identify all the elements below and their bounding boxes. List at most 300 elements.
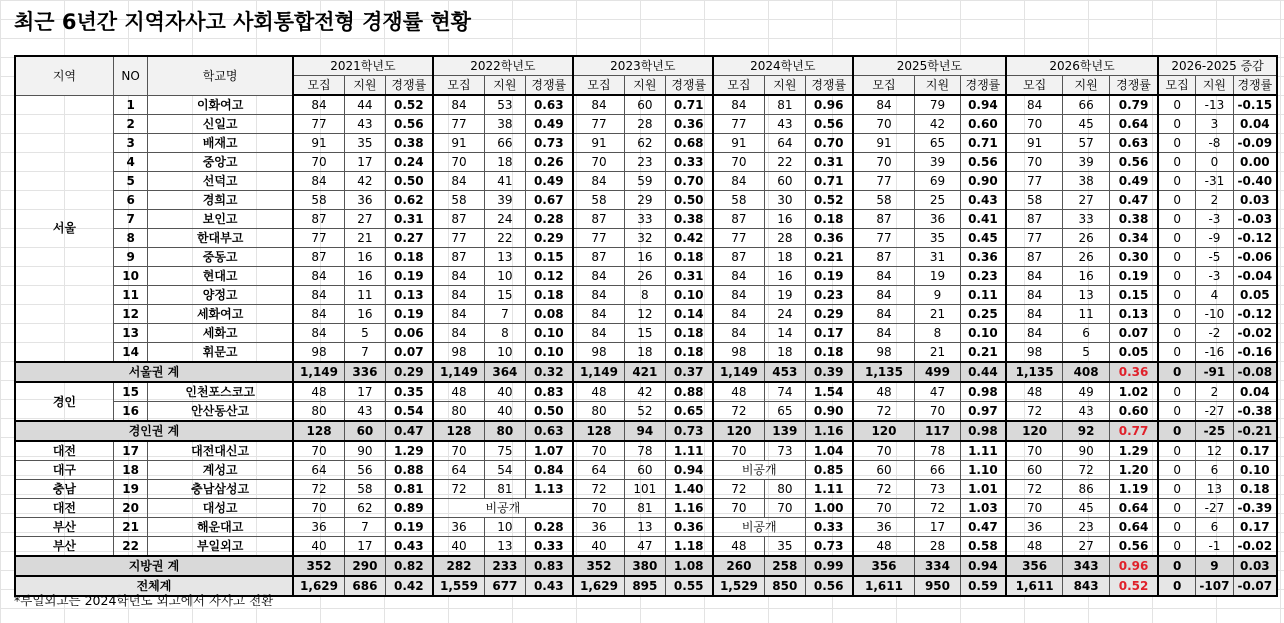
value-cell: 0.36 <box>805 229 853 248</box>
table-row <box>15 441 1277 461</box>
value-cell: 0 <box>1158 421 1196 441</box>
row-no: 21 <box>113 518 147 537</box>
value-cell: 84 <box>293 324 345 343</box>
value-cell: 120 <box>853 421 915 441</box>
row-no: 14 <box>113 343 147 363</box>
value-cell: -0.07 <box>1233 576 1277 596</box>
value-cell: -3 <box>1196 267 1234 286</box>
value-cell: 408 <box>1063 362 1110 382</box>
value-cell: 1.16 <box>665 499 713 518</box>
region-cell: 대구 <box>15 461 113 480</box>
value-cell: 40 <box>293 537 345 557</box>
value-cell: 0 <box>1158 172 1196 191</box>
value-cell: 356 <box>853 556 915 576</box>
value-cell: 84 <box>1006 305 1063 324</box>
table-row <box>15 499 1277 518</box>
value-cell: 11 <box>1063 305 1110 324</box>
value-cell: 35 <box>765 537 806 557</box>
value-cell: 66 <box>915 461 961 480</box>
value-cell: -0.02 <box>1233 324 1277 343</box>
value-cell: 70 <box>1006 499 1063 518</box>
value-cell: 0.30 <box>1109 248 1158 267</box>
value-cell: 43 <box>765 115 806 134</box>
value-cell: 35 <box>915 229 961 248</box>
value-cell: 90 <box>345 441 386 461</box>
region-cell: 서울 <box>15 95 113 362</box>
value-cell: 0.67 <box>525 191 573 210</box>
value-cell: 0.79 <box>1109 95 1158 115</box>
value-cell: -13 <box>1196 95 1234 115</box>
value-cell: 7 <box>345 343 386 363</box>
school-name: 부일외고 <box>148 537 293 557</box>
value-cell: 0.23 <box>805 286 853 305</box>
value-cell: 0.18 <box>665 248 713 267</box>
value-cell: -9 <box>1196 229 1234 248</box>
value-cell: 0.10 <box>1233 461 1277 480</box>
table-row <box>15 267 1277 286</box>
value-cell: 352 <box>573 556 625 576</box>
value-cell: 0.42 <box>665 229 713 248</box>
value-cell: 70 <box>853 441 915 461</box>
value-cell: 18 <box>765 343 806 363</box>
value-cell: 0.18 <box>525 286 573 305</box>
value-cell: 49 <box>1063 382 1110 402</box>
value-cell: 77 <box>293 229 345 248</box>
value-cell: 72 <box>915 499 961 518</box>
value-cell: 0.85 <box>805 461 853 480</box>
value-cell: 0.77 <box>1109 421 1158 441</box>
value-cell: 0.17 <box>805 324 853 343</box>
value-cell: 499 <box>915 362 961 382</box>
value-cell: 84 <box>1006 267 1063 286</box>
value-cell: 10 <box>485 518 526 537</box>
value-cell: 70 <box>1006 115 1063 134</box>
footnote: *부일외고는 2024학년도 외고에서 자사고 전환 <box>14 593 274 608</box>
value-cell: 48 <box>853 537 915 557</box>
header-year: 2023학년도 <box>573 56 713 76</box>
row-no: 6 <box>113 191 147 210</box>
row-no: 19 <box>113 480 147 499</box>
value-cell: 0.08 <box>525 305 573 324</box>
value-cell: 421 <box>625 362 666 382</box>
value-cell: 64 <box>293 461 345 480</box>
value-cell: 0.04 <box>1233 382 1277 402</box>
value-cell: 70 <box>573 499 625 518</box>
value-cell: 0.13 <box>1109 305 1158 324</box>
value-cell: 14 <box>765 324 806 343</box>
value-cell: 12 <box>625 305 666 324</box>
value-cell: 0 <box>1158 441 1196 461</box>
table-row <box>15 153 1277 172</box>
value-cell: 84 <box>293 172 345 191</box>
value-cell: 40 <box>433 537 485 557</box>
value-cell: 0.64 <box>1109 115 1158 134</box>
value-cell: 1,135 <box>853 362 915 382</box>
value-cell: 39 <box>915 153 961 172</box>
value-cell: 70 <box>293 153 345 172</box>
row-no: 11 <box>113 286 147 305</box>
value-cell: -0.09 <box>1233 134 1277 153</box>
value-cell: 0 <box>1158 95 1196 115</box>
value-cell: 15 <box>485 286 526 305</box>
value-cell: 40 <box>485 382 526 402</box>
row-no: 8 <box>113 229 147 248</box>
value-cell: 70 <box>713 441 765 461</box>
row-no: 22 <box>113 537 147 557</box>
value-cell: 0.31 <box>805 153 853 172</box>
value-cell: 13 <box>485 248 526 267</box>
table-row <box>15 95 1277 115</box>
value-cell: 64 <box>765 134 806 153</box>
value-cell: 290 <box>345 556 386 576</box>
value-cell: 0.26 <box>525 153 573 172</box>
value-cell: 40 <box>573 537 625 557</box>
value-cell: 343 <box>1063 556 1110 576</box>
value-cell: -91 <box>1196 362 1234 382</box>
value-cell: 0.52 <box>385 95 433 115</box>
value-cell: 84 <box>433 95 485 115</box>
value-cell: 9 <box>1196 556 1234 576</box>
value-cell: 0.10 <box>525 324 573 343</box>
value-cell: 87 <box>573 248 625 267</box>
value-cell: 45 <box>1063 499 1110 518</box>
value-cell: 58 <box>433 191 485 210</box>
value-cell: 78 <box>915 441 961 461</box>
value-cell: 0.90 <box>805 402 853 422</box>
value-cell: 0.07 <box>1109 324 1158 343</box>
value-cell: 13 <box>1196 480 1234 499</box>
table-row <box>15 537 1277 557</box>
row-no: 18 <box>113 461 147 480</box>
value-cell: 843 <box>1063 576 1110 596</box>
value-cell: 0.24 <box>385 153 433 172</box>
value-cell: 84 <box>573 172 625 191</box>
value-cell: 84 <box>573 305 625 324</box>
value-cell: 453 <box>765 362 806 382</box>
value-cell: 16 <box>765 210 806 229</box>
value-cell: 0.83 <box>525 556 573 576</box>
header-sub: 지원 <box>915 76 961 96</box>
value-cell: 0.59 <box>960 576 1006 596</box>
value-cell: 0.56 <box>1109 537 1158 557</box>
value-cell: 0.88 <box>385 461 433 480</box>
value-cell: 0.99 <box>805 556 853 576</box>
value-cell: 0.05 <box>1233 286 1277 305</box>
value-cell: 0.43 <box>960 191 1006 210</box>
header-sub: 경쟁률 <box>385 76 433 96</box>
subtotal-label: 서울권 계 <box>15 362 293 382</box>
value-cell: 80 <box>433 402 485 422</box>
value-cell: 81 <box>625 499 666 518</box>
value-cell: 0.64 <box>1109 518 1158 537</box>
value-cell: 33 <box>625 210 666 229</box>
value-cell: 10 <box>485 267 526 286</box>
value-cell: 260 <box>713 556 765 576</box>
value-cell: 0.81 <box>385 480 433 499</box>
value-cell: 7 <box>485 305 526 324</box>
value-cell-undisclosed: 비공개 <box>713 518 805 537</box>
value-cell: 28 <box>625 115 666 134</box>
value-cell: 19 <box>765 286 806 305</box>
value-cell: 79 <box>915 95 961 115</box>
value-cell: 91 <box>573 134 625 153</box>
value-cell: 0.41 <box>960 210 1006 229</box>
header-sub: 모집 <box>853 76 915 96</box>
value-cell: 58 <box>293 191 345 210</box>
school-name: 신일고 <box>148 115 293 134</box>
row-no: 5 <box>113 172 147 191</box>
value-cell: 32 <box>625 229 666 248</box>
region-cell: 충남 <box>15 480 113 499</box>
value-cell: 87 <box>713 248 765 267</box>
value-cell: 7 <box>345 518 386 537</box>
value-cell: 84 <box>433 267 485 286</box>
value-cell: 0.15 <box>525 248 573 267</box>
row-no: 20 <box>113 499 147 518</box>
value-cell: 92 <box>1063 421 1110 441</box>
value-cell: 0.50 <box>665 191 713 210</box>
school-name: 양정고 <box>148 286 293 305</box>
value-cell: 0.05 <box>1109 343 1158 363</box>
value-cell: 0.60 <box>1109 402 1158 422</box>
value-cell: 0.18 <box>805 210 853 229</box>
value-cell: 0.94 <box>960 95 1006 115</box>
value-cell: 1.08 <box>665 556 713 576</box>
value-cell: 0.58 <box>960 537 1006 557</box>
value-cell: 36 <box>573 518 625 537</box>
value-cell: 0.19 <box>385 267 433 286</box>
value-cell: 22 <box>485 229 526 248</box>
value-cell: 94 <box>625 421 666 441</box>
value-cell: 70 <box>293 441 345 461</box>
value-cell: 0.98 <box>960 421 1006 441</box>
value-cell: 1,135 <box>1006 362 1063 382</box>
value-cell: 0.97 <box>960 402 1006 422</box>
school-name: 중동고 <box>148 248 293 267</box>
value-cell: 128 <box>293 421 345 441</box>
value-cell: 84 <box>573 286 625 305</box>
value-cell: 77 <box>293 115 345 134</box>
value-cell: 1,529 <box>713 576 765 596</box>
value-cell: 77 <box>1006 229 1063 248</box>
value-cell: -0.38 <box>1233 402 1277 422</box>
value-cell: 0 <box>1158 480 1196 499</box>
value-cell: 0.94 <box>665 461 713 480</box>
value-cell: 70 <box>1006 153 1063 172</box>
value-cell: 1,611 <box>853 576 915 596</box>
value-cell-undisclosed: 비공개 <box>433 499 573 518</box>
value-cell: 1.11 <box>960 441 1006 461</box>
value-cell: 0.89 <box>385 499 433 518</box>
value-cell: 128 <box>573 421 625 441</box>
value-cell: 87 <box>1006 248 1063 267</box>
table-row <box>15 343 1277 363</box>
header-school: 학교명 <box>148 56 293 95</box>
value-cell: 117 <box>915 421 961 441</box>
value-cell: 0.64 <box>1109 499 1158 518</box>
value-cell: 60 <box>625 95 666 115</box>
value-cell: 72 <box>853 480 915 499</box>
school-name: 휘문고 <box>148 343 293 363</box>
value-cell: 0 <box>1158 248 1196 267</box>
value-cell: 70 <box>433 441 485 461</box>
value-cell: 120 <box>1006 421 1063 441</box>
table-row <box>15 382 1277 402</box>
value-cell: -0.06 <box>1233 248 1277 267</box>
value-cell: 77 <box>573 115 625 134</box>
value-cell: 0.33 <box>665 153 713 172</box>
value-cell: 84 <box>433 286 485 305</box>
value-cell: 72 <box>1063 461 1110 480</box>
table-row <box>15 191 1277 210</box>
value-cell: 0 <box>1196 153 1234 172</box>
value-cell: 950 <box>915 576 961 596</box>
school-name: 경희고 <box>148 191 293 210</box>
value-cell: 0.27 <box>385 229 433 248</box>
value-cell: 686 <box>345 576 386 596</box>
table-row <box>15 248 1277 267</box>
value-cell: 0.33 <box>525 537 573 557</box>
value-cell: 1.16 <box>805 421 853 441</box>
row-no: 4 <box>113 153 147 172</box>
value-cell: 43 <box>345 402 386 422</box>
value-cell: 47 <box>625 537 666 557</box>
value-cell: 62 <box>345 499 386 518</box>
row-no: 12 <box>113 305 147 324</box>
value-cell: 0.56 <box>960 153 1006 172</box>
value-cell: 0.21 <box>960 343 1006 363</box>
value-cell: -0.03 <box>1233 210 1277 229</box>
value-cell: -31 <box>1196 172 1234 191</box>
subtotal-label: 경인권 계 <box>15 421 293 441</box>
value-cell: 0.60 <box>960 115 1006 134</box>
value-cell: 16 <box>345 267 386 286</box>
value-cell: -107 <box>1196 576 1234 596</box>
value-cell: 0.94 <box>960 556 1006 576</box>
value-cell: 0.39 <box>805 362 853 382</box>
value-cell: 0.35 <box>385 382 433 402</box>
school-name: 보인고 <box>148 210 293 229</box>
value-cell: 0.49 <box>525 115 573 134</box>
value-cell: 0.47 <box>1109 191 1158 210</box>
value-cell: 80 <box>293 402 345 422</box>
value-cell: 91 <box>433 134 485 153</box>
value-cell: 60 <box>345 421 386 441</box>
header-year: 2026학년도 <box>1006 56 1158 76</box>
value-cell: 17 <box>345 537 386 557</box>
value-cell: 35 <box>345 134 386 153</box>
value-cell: 84 <box>293 95 345 115</box>
value-cell: 1.29 <box>1109 441 1158 461</box>
value-cell: 22 <box>765 153 806 172</box>
value-cell: 48 <box>713 382 765 402</box>
value-cell: 0.10 <box>525 343 573 363</box>
value-cell: 33 <box>1063 210 1110 229</box>
header-sub: 지원 <box>345 76 386 96</box>
school-name: 선덕고 <box>148 172 293 191</box>
value-cell: 0.33 <box>805 518 853 537</box>
school-name: 중앙고 <box>148 153 293 172</box>
value-cell: 70 <box>765 499 806 518</box>
school-name: 현대고 <box>148 267 293 286</box>
value-cell: 91 <box>293 134 345 153</box>
value-cell: 39 <box>1063 153 1110 172</box>
value-cell: 87 <box>293 248 345 267</box>
value-cell: 13 <box>1063 286 1110 305</box>
row-no: 10 <box>113 267 147 286</box>
value-cell: 356 <box>1006 556 1063 576</box>
value-cell: -0.39 <box>1233 499 1277 518</box>
value-cell: 84 <box>433 324 485 343</box>
value-cell: 258 <box>765 556 806 576</box>
value-cell: 0.55 <box>665 576 713 596</box>
value-cell: 31 <box>915 248 961 267</box>
table-row <box>15 305 1277 324</box>
value-cell: 38 <box>485 115 526 134</box>
value-cell: 98 <box>433 343 485 363</box>
value-cell: 84 <box>573 324 625 343</box>
value-cell: 38 <box>1063 172 1110 191</box>
header-sub: 모집 <box>433 76 485 96</box>
value-cell: 0.44 <box>960 362 1006 382</box>
value-cell: 1,629 <box>573 576 625 596</box>
value-cell: 36 <box>853 518 915 537</box>
value-cell: 77 <box>853 229 915 248</box>
value-cell: 84 <box>713 305 765 324</box>
value-cell: 27 <box>345 210 386 229</box>
header-year: 2024학년도 <box>713 56 853 76</box>
row-no: 7 <box>113 210 147 229</box>
value-cell: 6 <box>1063 324 1110 343</box>
value-cell: 0.10 <box>960 324 1006 343</box>
value-cell: 1,149 <box>433 362 485 382</box>
school-name: 한대부고 <box>148 229 293 248</box>
value-cell: 0.19 <box>805 267 853 286</box>
value-cell: 16 <box>625 248 666 267</box>
value-cell: 86 <box>1063 480 1110 499</box>
value-cell: 58 <box>853 191 915 210</box>
value-cell: 81 <box>485 480 526 499</box>
value-cell: 84 <box>1006 286 1063 305</box>
header-year: 2022학년도 <box>433 56 573 76</box>
header-year: 2025학년도 <box>853 56 1006 76</box>
table-row <box>15 115 1277 134</box>
value-cell: 0.52 <box>805 191 853 210</box>
header-sub: 경쟁률 <box>805 76 853 96</box>
value-cell: 0.14 <box>665 305 713 324</box>
value-cell: 73 <box>765 441 806 461</box>
value-cell: 87 <box>713 210 765 229</box>
value-cell: 84 <box>433 172 485 191</box>
value-cell: 0.13 <box>385 286 433 305</box>
value-cell: 48 <box>433 382 485 402</box>
value-cell: -0.04 <box>1233 267 1277 286</box>
value-cell: 70 <box>573 153 625 172</box>
value-cell: 17 <box>915 518 961 537</box>
value-cell: 677 <box>485 576 526 596</box>
value-cell: 72 <box>1006 402 1063 422</box>
value-cell: 70 <box>853 153 915 172</box>
value-cell: 70 <box>293 499 345 518</box>
value-cell: 0.31 <box>665 267 713 286</box>
value-cell: 84 <box>853 324 915 343</box>
value-cell-undisclosed: 비공개 <box>713 461 805 480</box>
value-cell: 0.29 <box>525 229 573 248</box>
value-cell: 64 <box>573 461 625 480</box>
value-cell: 87 <box>573 210 625 229</box>
row-no: 3 <box>113 134 147 153</box>
value-cell: 850 <box>765 576 806 596</box>
